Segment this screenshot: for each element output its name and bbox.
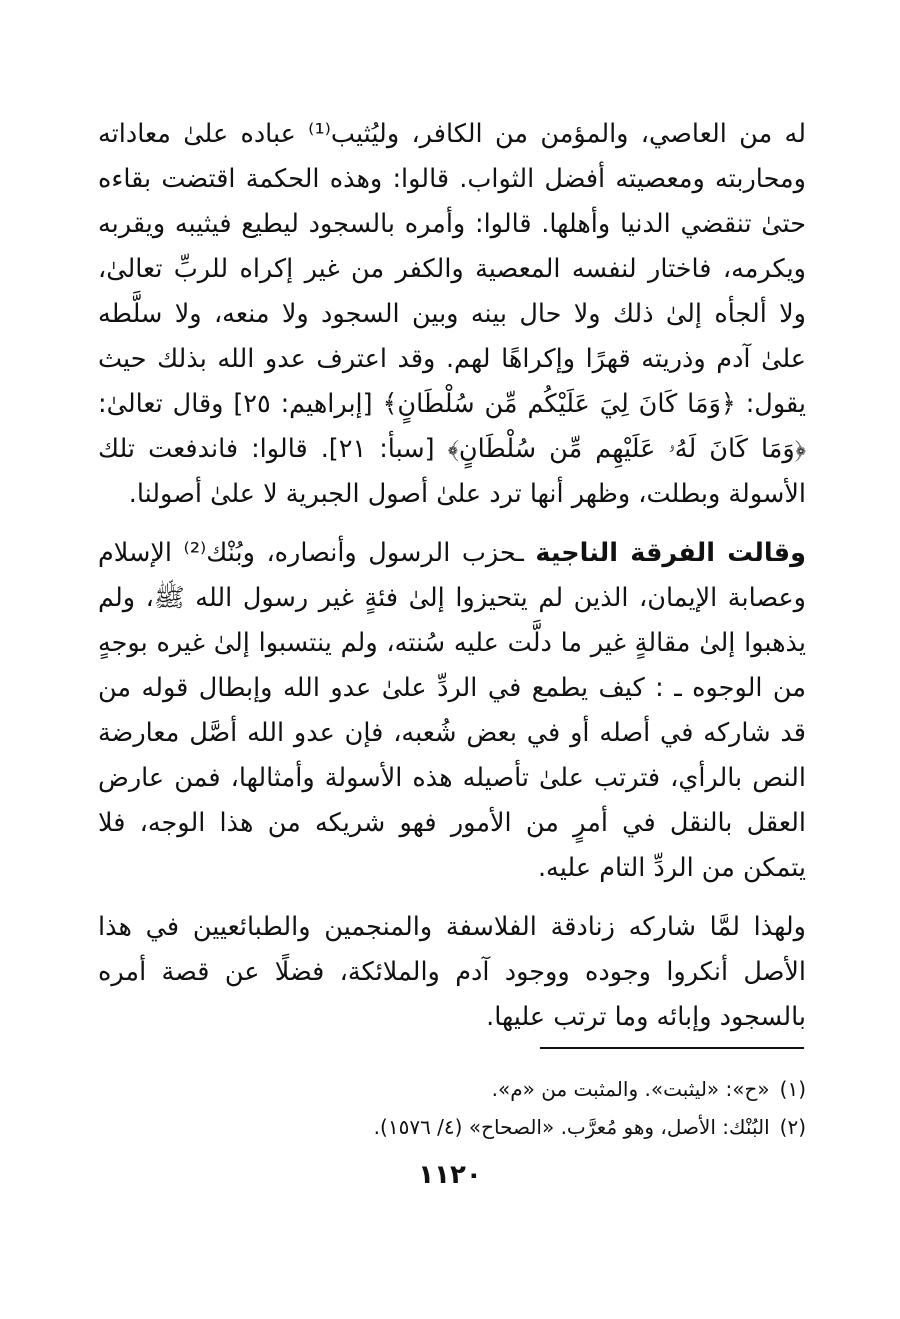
footnote-number: (٢) <box>779 1115 806 1139</box>
paragraph-text: ـحزب الرسول وأنصاره، وبُنْك⁽²⁾ الإسلام وعصابة الإيمان، الذين لم يتحيزوا إلىٰ فئةٍ غير رسول الله ﷺ، ولم يذهبوا إلىٰ مقالةٍ غير ما دلَّت عليه سُنته، ولم ينتسبوا إلىٰ غيره بوجهٍ من الوجوه ـ : كيف يطمع في الردِّ علىٰ عدو الله وإبطال قوله من قد شاركه في أصله أو في بعض شُعبه، فإن عدو الله أصَّل معارضة النص بالرأي، فترتب علىٰ تأصيله هذه الأسولة وأمثالها، فمن عارض العقل بالنقل في أمرٍ من الأمور فهو شريكه من هذا الوجه، فلا يتمكن من الردِّ التام عليه. <box>98 538 806 883</box>
paragraph <box>98 531 806 891</box>
paragraph <box>98 112 806 517</box>
paragraph <box>98 905 806 1040</box>
footnote-divider <box>540 1047 804 1049</box>
footnotes <box>98 1070 806 1146</box>
main-text <box>98 112 806 1040</box>
paragraph-text: له من العاصي، والمؤمن من الكافر، وليُثيب⁽¹⁾ عباده علىٰ معاداته ومحاربته ومعصيته أفضل الثواب. قالوا: وهذه الحكمة اقتضت بقاءه حتىٰ تنقضي الدنيا وأهلها. قالوا: وأمره بالسجود ليطيع فيثيبه ويقربه ويكرمه، فاختار لنفسه المعصية والكفر من غير إكراه للربِّ تعالىٰ، ولا ألجأه إلىٰ ذلك ولا حال بينه وبين السجود ولا منعه، ولا سلَّطه علىٰ آدم وذريته قهرًا وإكراهًا لهم. وقد اعترف عدو الله بذلك حيث يقول: ﴿وَمَا كَانَ لِيَ عَلَيْكُم مِّن سُلْطَانٍ﴾ [إبراهيم: ٢٥] وقال تعالىٰ: ﴿وَمَا كَانَ لَهُۥ عَلَيْهِم مِّن سُلْطَانٍ﴾ [سبأ: ٢١]. قالوا: فاندفعت تلك الأسولة وبطلت، وظهر أنها ترد علىٰ أصول الجبرية لا علىٰ أصولنا. <box>98 119 806 509</box>
paragraph-lead: وقالت الفرقة الناجية <box>535 538 806 568</box>
footnote-text: «ح»: «ليثبت». والمثبت من «م». <box>491 1077 770 1101</box>
paragraph-text: ولهذا لمَّا شاركه زنادقة الفلاسفة والمنجمين والطبائعيين في هذا الأصل أنكروا وجوده ووجود آدم والملائكة، فضلًا عن قصة أمره بالسجود وإبائه وما ترتب عليها. <box>98 912 806 1032</box>
footnote <box>98 1070 806 1108</box>
footnote-number: (١) <box>779 1077 806 1101</box>
footnote-text: البُنْك: الأصل، وهو مُعرَّب. «الصحاح» (٤/ ١٥٧٦). <box>373 1115 770 1139</box>
footnote <box>98 1108 806 1146</box>
page-number: ١١٢٠ <box>418 1160 482 1190</box>
